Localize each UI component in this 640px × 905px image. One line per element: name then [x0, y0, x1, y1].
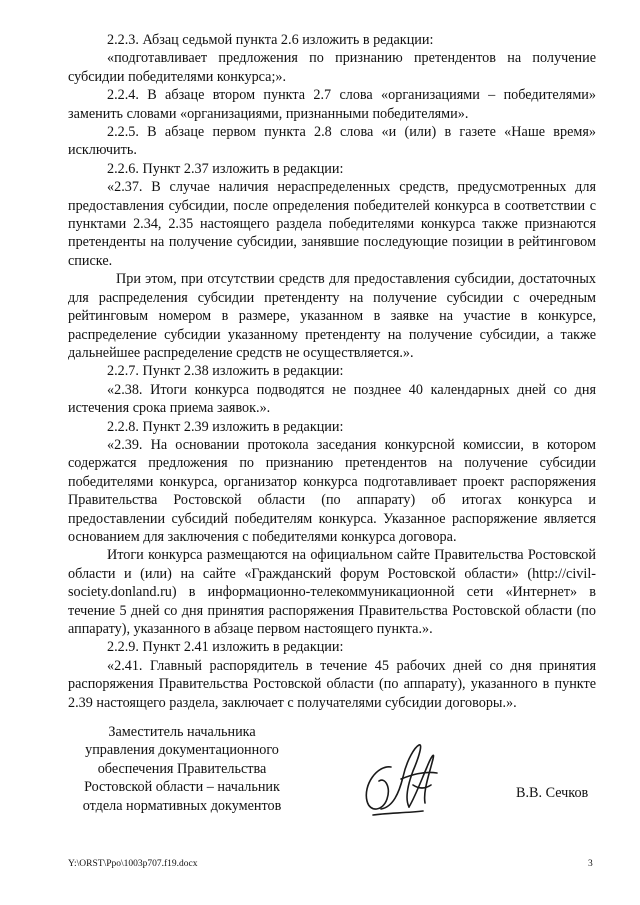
signatory-title-line: отдела нормативных документов: [82, 797, 282, 814]
handwritten-signature: [353, 737, 443, 819]
paragraph: 2.2.6. Пункт 2.37 изложить в редакции:: [107, 160, 344, 177]
paragraph: 2.2.9. Пункт 2.41 изложить в редакции:: [107, 639, 344, 656]
paragraph: «2.37. В случае наличия нераспределенных средств, предусмотренных для предоставления субсидии, после определения победителей конкурса в соответствии с пунктами 2.34, 2.35 настоящего раздела победителями конкурса также признаются претенденты на получение субсидии, занявшие последующие позиции в рейтинговом списке.: [68, 179, 596, 269]
page-number: 3: [588, 859, 593, 869]
paragraph: Итоги конкурса размещаются на официальном сайте Правительства Ростовской области и (или) на сайте «Гражданский форум Ростовской области» (http://civil-society.donland.ru) в информационно-телекоммуникационной сети «Интернет» в течение 5 дней со дня принятия распоряжения Правительства Ростовской области (по аппарату), указанного в абзаце первом настоящего пункта.».: [68, 547, 596, 637]
signatory-title-line: управления документационного: [85, 742, 279, 759]
paragraph: 2.2.8. Пункт 2.39 изложить в редакции:: [107, 418, 344, 435]
footer-file-path: Y:\ORST\Ppo\1003p707.f19.docx: [68, 859, 198, 869]
signatory-title-line: Ростовской области – начальник: [84, 779, 280, 796]
paragraph: «подготавливает предложения по признанию претендентов на получение субсидии победителями конкурса;».: [68, 50, 596, 85]
signatory-title-line: обеспечения Правительства: [97, 760, 267, 777]
paragraph: 2.2.7. Пункт 2.38 изложить в редакции:: [107, 363, 344, 380]
paragraph: «2.39. На основании протокола заседания конкурсной комиссии, в котором содержатся предложения по признанию претендентов на получение субсидии победителями конкурса, организатор конкурса подготавливает проект распоряжения Правительства Ростовской области (по аппарату) об итогах конкурса и предоставлении субсидий победителям конкурса. Указанное распоряжение является основанием для заключения с победителями конкурса договора.: [68, 436, 596, 545]
paragraph: «2.38. Итоги конкурса подводятся не позднее 40 календарных дней со дня истечения срока приема заявок.».: [68, 381, 596, 417]
document-body: [68, 31, 596, 712]
signatory-name: В.В. Сечков: [516, 785, 589, 801]
paragraph: «2.41. Главный распорядитель в течение 45 рабочих дней со дня принятия распоряжения Правительства Ростовской области (по аппарату), указанного в пункте 2.39 настоящего раздела, заключает с получателями субсидии договоры.».: [68, 657, 596, 711]
paragraph: 2.2.4. В абзаце втором пункта 2.7 слова «организациями – победителями» заменить словами «организациями, признанными победителями».: [68, 87, 596, 122]
signatory-title: [68, 723, 296, 815]
paragraph: При этом, при отсутствии средств для предоставления субсидии, достаточных для распределения субсидии претенденту на получение субсидии с очередным рейтинговым номером в размере, указанном в заявке на участие в конкурсе, распределение субсидии указанному претенденту на получение субсидии, а также дальнейшее распределение средств не осуществляется.».: [68, 271, 596, 361]
paragraph: 2.2.5. В абзаце первом пункта 2.8 слова «и (или) в газете «Наше время» исключить.: [68, 124, 596, 159]
paragraph: 2.2.3. Абзац седьмой пункта 2.6 изложить в редакции:: [107, 32, 434, 48]
signatory-title-line: Заместитель начальника: [108, 724, 256, 740]
